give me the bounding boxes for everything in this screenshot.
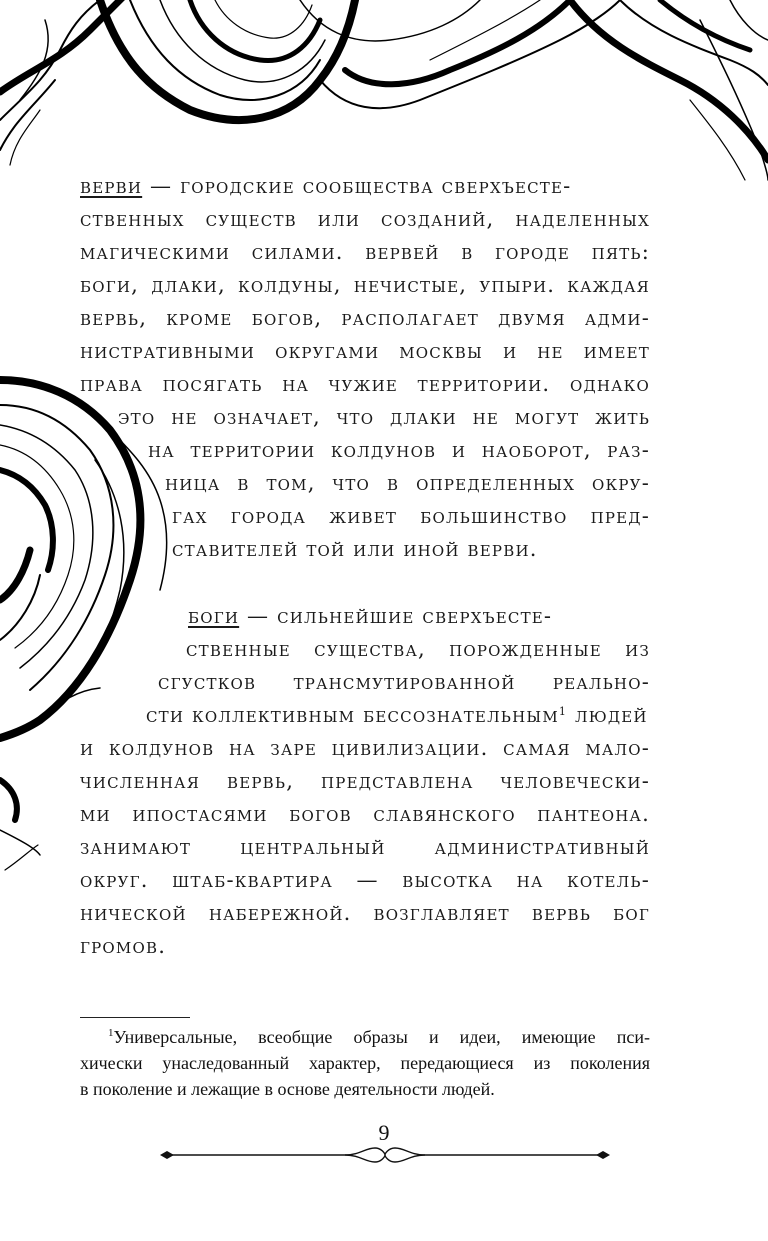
- text-line: ственные существа, порожденные из: [186, 637, 650, 661]
- text-line: нической набережной. возглавляет вервь бог: [80, 901, 650, 925]
- text-line: громов.: [80, 934, 167, 958]
- text-line: ница в том, что в определенных окру-: [165, 471, 650, 495]
- text-line: вервь, кроме богов, располагает двумя адми-: [80, 306, 650, 330]
- page-number: 9: [378, 1120, 390, 1145]
- text-line: на территории колдунов и наоборот, раз-: [148, 438, 650, 462]
- term-bogi: боги: [188, 604, 240, 628]
- text-line: занимают центральный административный: [80, 835, 650, 859]
- text-line: ственных существ или созданий, наделенных: [80, 207, 650, 231]
- text-line: ставителей той или иной верви.: [172, 537, 538, 561]
- text-line: ми ипостасями богов славянского пантеона.: [80, 802, 650, 826]
- text-line: боги — сильнейшие сверхъесте-: [188, 604, 553, 628]
- text-line: нистративными округами москвы и не имеет: [80, 339, 650, 363]
- text-line: верви — городские сообщества сверхъесте-: [80, 174, 572, 198]
- footnote-line: хически унаследованный характер, передающиеся из поколения: [80, 1053, 650, 1073]
- footnote-line: $^1$Универсальные, всеобщие образы и идеи, имеющие пси-: [108, 1027, 650, 1047]
- term-vervi: верви: [80, 174, 143, 198]
- footnote-marker: 1: [108, 1027, 114, 1039]
- text-line: гах города живет большинство пред-: [172, 504, 650, 528]
- footnote-divider: [80, 1017, 190, 1018]
- text-line: магическими силами. вервей в городе пять:: [80, 240, 650, 264]
- text-line: сти коллективным бессознательным$^1$ людей: [146, 703, 648, 727]
- footnote-reference[interactable]: 1: [558, 705, 568, 718]
- page-ornament: [160, 1146, 610, 1164]
- text-line: численная вервь, представлена человечески-: [80, 769, 650, 793]
- footnote-line: в поколение и лежащие в основе деятельности людей.: [80, 1079, 495, 1099]
- text-line: права посягать на чужие территории. однако: [80, 372, 650, 396]
- text-line: боги, длаки, колдуны, нечистые, упыри. каждая: [80, 273, 650, 297]
- text-line: это не означает, что длаки не могут жить: [118, 405, 650, 429]
- text-line: округ. штаб-квартира — высотка на котель-: [80, 868, 650, 892]
- text-line: сгустков трансмутированной реально-: [158, 670, 650, 694]
- text-line: и колдунов на заре цивилизации. самая мало-: [80, 736, 650, 760]
